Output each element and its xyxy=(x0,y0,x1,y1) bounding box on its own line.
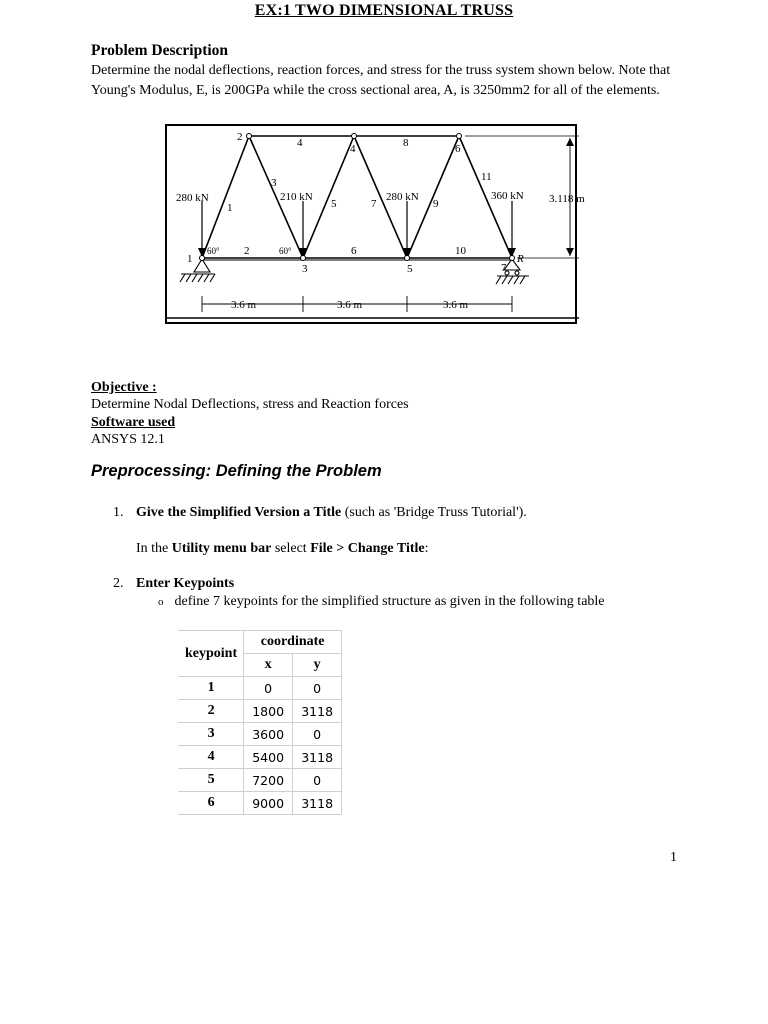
joint-6 xyxy=(457,134,462,139)
x-cell: 1800 xyxy=(244,700,293,723)
step-2-bullet-item xyxy=(158,594,605,610)
load-label-4: 360 kN xyxy=(491,190,524,202)
element-label-2: 2 xyxy=(244,245,250,257)
header-coordinate: coordinate xyxy=(244,631,342,654)
step-1-title: Give the Simplified Version a Title xyxy=(136,505,342,520)
table-header-row xyxy=(179,631,342,654)
keypoint-cell: 2 xyxy=(179,700,244,723)
y-cell: 3118 xyxy=(293,700,342,723)
member-1 xyxy=(202,136,249,258)
step-2-number: 2. xyxy=(113,576,124,591)
x-cell: 5400 xyxy=(244,746,293,769)
y-cell: 3118 xyxy=(293,746,342,769)
step-1-instruction: In the Utility menu bar select File > Change Title: xyxy=(136,541,429,556)
load-label-2: 210 kN xyxy=(280,191,313,203)
problem-text: Determine the nodal deflections, reaction forces, and stress for the truss system shown below. Note that Young's Modulus, E, is 200GPa while the cross sectional area, A, is 3250mm2 for all of the elements. xyxy=(91,63,671,98)
problem-heading: Problem Description xyxy=(91,42,229,59)
x-cell: 7200 xyxy=(244,769,293,792)
utility-menu-bar-text: Utility menu bar xyxy=(171,541,272,556)
load-label-1: 280 kN xyxy=(176,192,209,204)
y-cell: 0 xyxy=(293,677,342,700)
table-row xyxy=(179,677,342,700)
y-cell: 0 xyxy=(293,723,342,746)
page-number: 1 xyxy=(670,850,677,865)
objective-heading: Objective : xyxy=(91,380,157,395)
keypoint-table-body xyxy=(179,677,342,815)
table-row xyxy=(179,700,342,723)
keypoint-cell: 3 xyxy=(179,723,244,746)
element-label-5: 5 xyxy=(331,198,337,210)
step-2-subtext: define 7 keypoints for the simplified structure as given in the following table xyxy=(174,594,605,609)
preprocessing-heading: Preprocessing: Defining the Problem xyxy=(91,462,382,480)
keypoint-cell: 5 xyxy=(179,769,244,792)
span-label-1: 3.6 m xyxy=(231,299,257,311)
bullet-icon: o xyxy=(158,596,164,608)
table-row xyxy=(179,769,342,792)
height-label: 3.118 m xyxy=(549,193,585,205)
node-label-4: 4 xyxy=(350,143,356,155)
span-label-3: 3.6 m xyxy=(443,299,469,311)
span-label-2: 3.6 m xyxy=(337,299,363,311)
node-label-3: 3 xyxy=(302,263,308,275)
y-cell: 3118 xyxy=(293,792,342,815)
keypoint-cell: 1 xyxy=(179,677,244,700)
truss-diagram xyxy=(167,126,585,326)
step-2-title: Enter Keypoints xyxy=(136,576,235,591)
element-label-7: 7 xyxy=(371,198,377,210)
keypoint-cell: 4 xyxy=(179,746,244,769)
element-label-6: 6 xyxy=(351,245,357,257)
table-row xyxy=(179,792,342,815)
angle-label-mid: 60° xyxy=(279,246,292,256)
joint-1 xyxy=(200,256,205,261)
support-label: R xyxy=(517,253,524,265)
x-cell: 3600 xyxy=(244,723,293,746)
element-label-1: 1 xyxy=(227,202,233,214)
software-text: ANSYS 12.1 xyxy=(91,432,165,447)
joint-4 xyxy=(352,134,357,139)
table-row xyxy=(179,723,342,746)
element-label-9: 9 xyxy=(433,198,439,210)
header-y: y xyxy=(293,654,342,677)
truss-figure xyxy=(165,124,585,324)
joint-3 xyxy=(301,256,306,261)
objective-text: Determine Nodal Deflections, stress and Reaction forces xyxy=(91,397,409,412)
step-1-number: 1. xyxy=(113,505,124,520)
x-cell: 9000 xyxy=(244,792,293,815)
element-label-4: 4 xyxy=(297,137,303,149)
table-row xyxy=(179,746,342,769)
joint-2 xyxy=(247,134,252,139)
x-cell: 0 xyxy=(244,677,293,700)
file-change-title-text: File > Change Title xyxy=(310,541,425,556)
angle-label-left: 60° xyxy=(207,246,220,256)
header-x: x xyxy=(244,654,293,677)
joint-5 xyxy=(405,256,410,261)
node-label-6: 6 xyxy=(455,143,461,155)
keypoint-cell: 6 xyxy=(179,792,244,815)
node-label-2: 2 xyxy=(237,131,243,143)
height-arrowhead-top xyxy=(566,138,574,146)
joint-7 xyxy=(510,256,515,261)
element-label-8: 8 xyxy=(403,137,409,149)
element-label-10: 10 xyxy=(455,245,466,257)
keypoint-table xyxy=(178,630,342,815)
software-heading: Software used xyxy=(91,415,176,430)
load-label-3: 280 kN xyxy=(386,191,419,203)
element-label-11: 11 xyxy=(481,171,492,183)
node-label-1: 1 xyxy=(187,253,193,265)
document-title: EX:1 TWO DIMENSIONAL TRUSS xyxy=(254,2,514,19)
step-1-note: (such as 'Bridge Truss Tutorial'). xyxy=(341,505,527,520)
node-label-5: 5 xyxy=(407,263,413,275)
header-keypoint: keypoint xyxy=(179,631,244,677)
node-label-7: 7 xyxy=(501,262,507,274)
y-cell: 0 xyxy=(293,769,342,792)
height-arrowhead-bottom xyxy=(566,248,574,256)
element-label-3: 3 xyxy=(271,177,277,189)
